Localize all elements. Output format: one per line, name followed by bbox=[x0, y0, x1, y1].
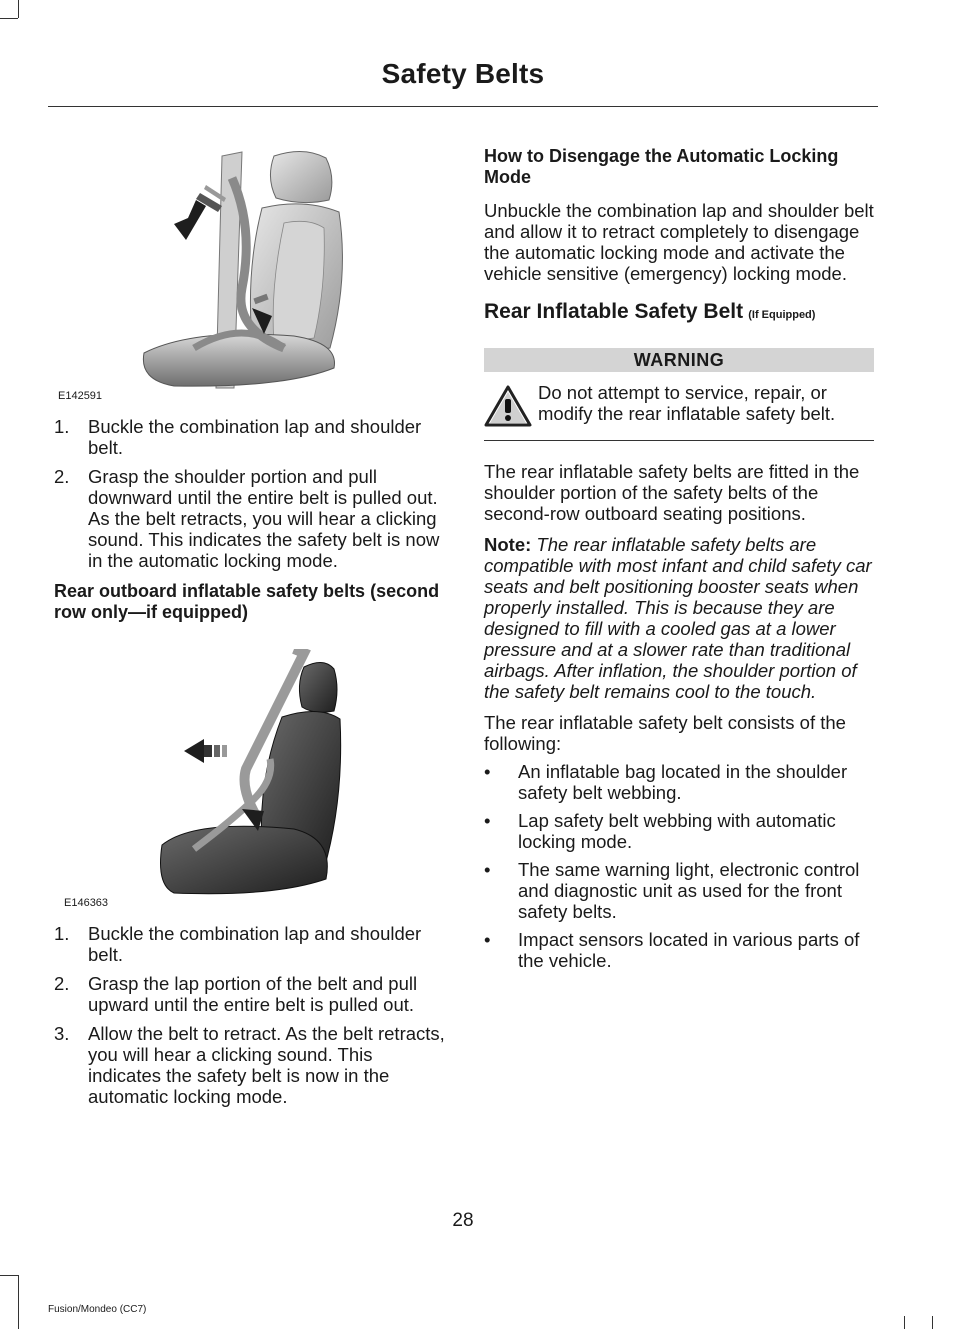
seat-figure-rear bbox=[54, 637, 446, 909]
step-number: 3. bbox=[54, 1023, 70, 1044]
crop-mark bbox=[0, 18, 18, 19]
disengage-heading: How to Disengage the Automatic Locking Mode bbox=[484, 146, 839, 187]
rear-belt-heading-qualifier: (If Equipped) bbox=[748, 309, 816, 321]
crop-mark bbox=[904, 1316, 905, 1329]
figure-code: E146363 bbox=[64, 897, 109, 909]
bullet-text: The same warning light, electronic control and diagnostic unit as used for the front safety belts. bbox=[518, 859, 860, 922]
instructions-list-rear bbox=[54, 923, 446, 1107]
step-number: 2. bbox=[54, 466, 70, 487]
components-list bbox=[484, 761, 874, 971]
warning-box bbox=[484, 382, 874, 430]
warning-banner: WARNING bbox=[484, 348, 874, 372]
bullet-text: Impact sensors located in various parts of the vehicle. bbox=[518, 929, 860, 971]
page-title: Safety Belts bbox=[381, 58, 545, 89]
rear-belt-heading-text: Rear Inflatable Safety Belt bbox=[484, 300, 744, 323]
right-column bbox=[484, 146, 874, 978]
arrow-down-left-icon bbox=[174, 185, 226, 240]
step-text: Buckle the combination lap and shoulder belt. bbox=[88, 416, 422, 458]
list-item bbox=[54, 973, 446, 1015]
step-text: Grasp the lap portion of the belt and pull upward until the entire belt is pulled out. bbox=[88, 973, 418, 1015]
step-number: 2. bbox=[54, 973, 70, 994]
warning-text: Do not attempt to service, repair, or modify the rear inflatable safety belt. bbox=[538, 382, 836, 424]
rear-belt-paragraph: The rear inflatable safety belts are fitted in the shoulder portion of the safety belts of the second-row outboard seating positions. bbox=[484, 461, 860, 524]
list-item bbox=[484, 810, 874, 852]
list-item bbox=[54, 923, 446, 965]
arrow-left-icon bbox=[184, 739, 227, 763]
title-rule bbox=[48, 106, 878, 107]
page-number: 28 bbox=[452, 1210, 474, 1231]
list-item bbox=[484, 929, 874, 971]
warning-rule bbox=[484, 440, 874, 441]
step-text: Buckle the combination lap and shoulder belt. bbox=[88, 923, 422, 965]
disengage-paragraph: Unbuckle the combination lap and shoulder belt and allow it to retract completely to disengage the automatic locking mode and activate the vehicle sensitive (emergency) locking mode. bbox=[484, 200, 874, 284]
step-number: 1. bbox=[54, 416, 70, 437]
components-intro: The rear inflatable safety belt consists of the following: bbox=[484, 712, 846, 754]
note-paragraph bbox=[484, 534, 874, 702]
step-text: Allow the belt to retract. As the belt retracts, you will hear a clicking sound. This indicates the safety belt is now in the automatic locking mode. bbox=[88, 1023, 445, 1107]
left-column bbox=[54, 140, 446, 1115]
step-text: Grasp the shoulder portion and pull downward until the entire belt is pulled out. As the belt retracts, you will hear a clicking sound. This indicates the safety belt is now in the automatic locking mode. bbox=[88, 466, 440, 571]
list-item bbox=[54, 1023, 446, 1107]
note-text: The rear inflatable safety belts are compatible with most infant and child safety car seats and belt positioning booster seats when properly installed. This is because they are designed to fill with a cooled gas at a lower pressure and at a slower rate than traditional airbags. After inflation, the shoulder portion of the safety belt remains cool to the touch. bbox=[484, 534, 872, 702]
crop-mark bbox=[18, 0, 19, 18]
footer-model: Fusion/Mondeo (CC7) bbox=[48, 1304, 147, 1315]
list-item bbox=[54, 466, 446, 571]
bullet-icon: • bbox=[484, 859, 491, 880]
section-subheading: Rear outboard inflatable safety belts (second row only—if equipped) bbox=[54, 581, 440, 622]
list-item bbox=[484, 761, 874, 803]
front-seat-illustration bbox=[134, 148, 394, 398]
bullet-icon: • bbox=[484, 810, 491, 831]
crop-mark bbox=[0, 1275, 18, 1276]
bullet-text: Lap safety belt webbing with automatic locking mode. bbox=[518, 810, 836, 852]
rear-belt-heading bbox=[484, 300, 874, 326]
bullet-icon: • bbox=[484, 929, 491, 950]
instructions-list-front bbox=[54, 416, 446, 571]
crop-mark bbox=[932, 1316, 933, 1329]
warning-triangle-icon bbox=[484, 384, 532, 428]
crop-mark bbox=[18, 1275, 19, 1329]
list-item bbox=[484, 859, 874, 922]
figure-code: E142591 bbox=[58, 390, 103, 402]
seat-figure-front bbox=[54, 140, 446, 402]
step-number: 1. bbox=[54, 923, 70, 944]
bullet-text: An inflatable bag located in the shoulder safety belt webbing. bbox=[518, 761, 848, 803]
note-label: Note: bbox=[484, 534, 532, 555]
list-item bbox=[54, 416, 446, 458]
rear-seat-illustration bbox=[154, 649, 384, 899]
bullet-icon: • bbox=[484, 761, 491, 782]
